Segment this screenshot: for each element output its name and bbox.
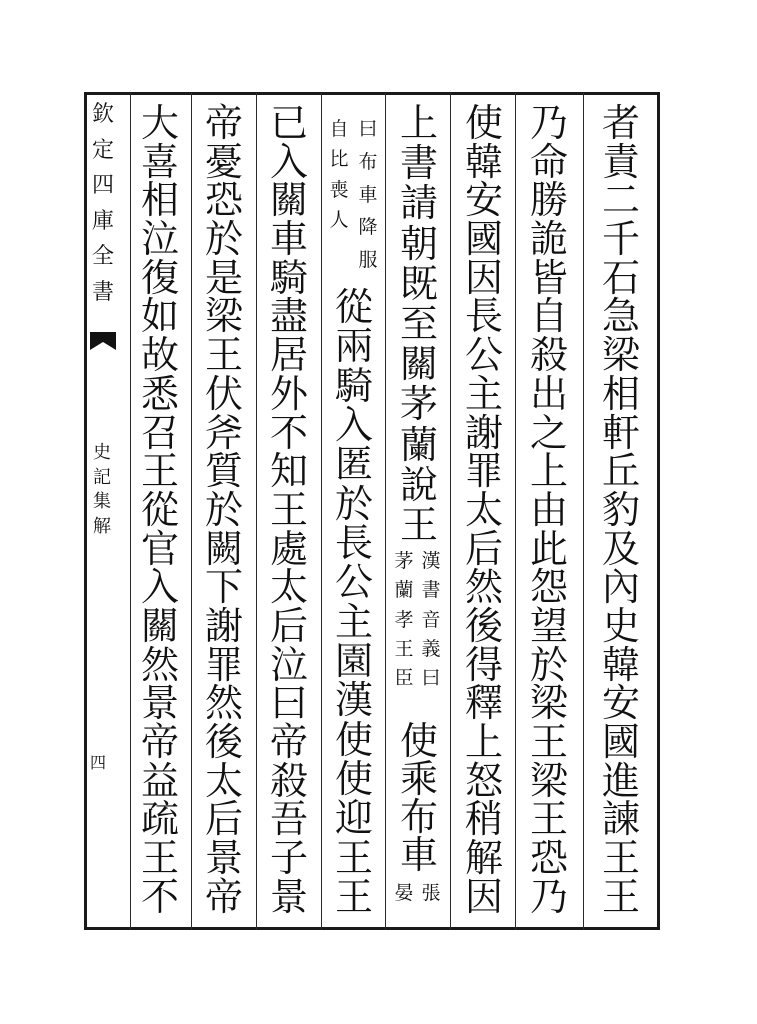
- character: 不: [269, 410, 308, 455]
- annotation-note: [326, 120, 352, 230]
- character: 王: [140, 836, 179, 881]
- character: 安: [601, 681, 640, 726]
- character: 進: [601, 758, 640, 803]
- character: 太: [269, 565, 308, 610]
- character: 子: [269, 836, 308, 881]
- character: 王: [529, 720, 568, 764]
- character: 石: [601, 255, 640, 300]
- character: 罪: [204, 642, 243, 687]
- character: 王: [399, 502, 438, 547]
- character: 長: [464, 294, 503, 339]
- character: 帝: [140, 720, 179, 764]
- character: 上: [464, 720, 503, 764]
- character: 晏: [394, 882, 414, 904]
- character: 恐: [204, 178, 243, 223]
- text-column: [392, 101, 446, 547]
- column-rule: [321, 92, 322, 930]
- character: 釋: [464, 681, 503, 726]
- character: 處: [269, 526, 308, 571]
- character: 臣: [394, 667, 414, 689]
- text-column: [392, 719, 446, 877]
- text-column: [457, 101, 511, 919]
- character: 喪: [329, 178, 349, 201]
- character: 人: [329, 208, 349, 231]
- character: 使: [464, 101, 503, 145]
- character: 太: [204, 758, 243, 803]
- character: 出: [529, 371, 568, 416]
- character: 解: [464, 836, 503, 881]
- character: 乃: [529, 874, 568, 919]
- character: 公: [464, 333, 503, 378]
- character: 復: [140, 255, 179, 300]
- character: 泣: [269, 642, 308, 687]
- character: 書: [399, 141, 438, 186]
- character: 已: [269, 101, 308, 145]
- character: 吾: [269, 797, 308, 842]
- character: 公: [334, 560, 373, 605]
- character: 梁: [601, 333, 640, 378]
- character: 服: [358, 249, 378, 271]
- column-rule: [450, 92, 451, 930]
- character: 全: [91, 244, 114, 270]
- character: 使: [334, 756, 373, 801]
- character: 然: [204, 681, 243, 726]
- character: 伏: [204, 371, 243, 416]
- character: 園: [334, 638, 373, 683]
- character: 太: [464, 487, 503, 532]
- character: 蘭: [394, 579, 414, 602]
- character: 相: [601, 371, 640, 416]
- character: 殺: [529, 333, 568, 378]
- character: 於: [204, 487, 243, 532]
- character: 解: [93, 515, 111, 537]
- character: 帝: [204, 101, 243, 145]
- character: 因: [464, 255, 503, 300]
- character: 是: [204, 255, 243, 300]
- character: 悉: [140, 371, 179, 416]
- character: 故: [140, 333, 179, 378]
- character: 然: [464, 565, 503, 610]
- annotation-note: [418, 884, 444, 908]
- character: 千: [601, 217, 640, 262]
- character: 史: [93, 442, 111, 463]
- character: 下: [204, 565, 243, 610]
- character: 曰: [269, 681, 308, 726]
- text-column: [197, 101, 251, 919]
- character: 急: [601, 294, 640, 339]
- character: 主: [334, 599, 373, 644]
- column-rule: [583, 92, 584, 930]
- character: 說: [399, 462, 438, 507]
- character: 乃: [529, 101, 568, 145]
- character: 得: [464, 642, 503, 687]
- character: 相: [140, 178, 179, 223]
- character: 主: [464, 371, 503, 416]
- column-rule: [256, 92, 257, 930]
- character: 集: [93, 491, 111, 513]
- character: 外: [269, 371, 308, 416]
- character: 梁: [529, 681, 568, 726]
- character: 蘭: [399, 422, 438, 467]
- character: 於: [204, 217, 243, 262]
- character: 關: [140, 603, 179, 648]
- text-column: [327, 285, 381, 919]
- character: 益: [140, 758, 179, 803]
- character: 后: [204, 797, 243, 842]
- character: 騎: [269, 255, 308, 300]
- character: 乘: [399, 757, 438, 801]
- character: 車: [399, 833, 438, 877]
- character: 王: [529, 797, 568, 842]
- character: 二: [601, 178, 640, 223]
- character: 如: [140, 294, 179, 339]
- character: 車: [269, 217, 308, 262]
- character: 使: [399, 719, 438, 763]
- character: 稍: [464, 797, 503, 842]
- character: 闕: [204, 526, 243, 571]
- page-number: 四: [90, 753, 107, 772]
- character: 怨: [529, 565, 568, 610]
- character: 詭: [529, 217, 568, 262]
- character: 史: [601, 603, 640, 648]
- character: 四: [91, 173, 114, 199]
- character: 定: [91, 137, 114, 163]
- character: 王: [601, 836, 640, 881]
- character: 王: [601, 874, 640, 919]
- character: 欽: [91, 102, 114, 127]
- character: 勝: [529, 178, 568, 223]
- character: 入: [140, 565, 179, 610]
- character: 入: [269, 139, 308, 184]
- character: 由: [529, 487, 568, 532]
- character: 景: [269, 874, 308, 919]
- character: 喜: [140, 139, 179, 184]
- character: 王: [394, 637, 414, 660]
- character: 匿: [334, 442, 373, 487]
- character: 茅: [399, 382, 438, 427]
- character: 望: [529, 603, 568, 648]
- character: 使: [334, 717, 373, 762]
- character: 泣: [140, 217, 179, 262]
- character: 上: [529, 449, 568, 494]
- character: 豹: [601, 487, 640, 532]
- character: 王: [334, 835, 373, 880]
- column-rule: [130, 92, 131, 930]
- character: 曰: [421, 667, 441, 689]
- character: 疏: [140, 797, 179, 842]
- character: 曰: [358, 118, 378, 140]
- character: 長: [334, 520, 373, 565]
- character: 布: [358, 150, 378, 173]
- character: 者: [601, 101, 640, 145]
- character: 官: [140, 526, 179, 571]
- character: 景: [204, 836, 243, 881]
- character: 軒: [601, 410, 640, 455]
- character: 騎: [334, 363, 373, 408]
- character: 之: [529, 410, 568, 455]
- character: 音: [421, 608, 441, 631]
- character: 韓: [601, 642, 640, 687]
- character: 於: [529, 642, 568, 687]
- character: 從: [140, 487, 179, 532]
- character: 因: [464, 874, 503, 919]
- character: 入: [334, 402, 373, 447]
- character: 后: [464, 526, 503, 571]
- character: 王: [334, 874, 373, 919]
- annotation-note: [391, 884, 417, 908]
- character: 國: [464, 217, 503, 262]
- column-rule: [385, 92, 386, 930]
- character: 梁: [529, 758, 568, 803]
- text-column: [133, 101, 187, 919]
- character: 召: [140, 410, 179, 455]
- character: 怒: [464, 758, 503, 803]
- column-rule: [515, 92, 516, 930]
- character: 茅: [394, 550, 414, 572]
- character: 帝: [204, 874, 243, 919]
- text-column: [262, 101, 316, 919]
- character: 及: [601, 526, 640, 571]
- character: 丘: [601, 449, 640, 494]
- character: 漢: [421, 550, 441, 572]
- character: 國: [601, 720, 640, 764]
- character: 上: [399, 101, 438, 145]
- annotation-note: [391, 552, 417, 688]
- character: 義: [421, 637, 441, 660]
- character: 帝: [269, 720, 308, 764]
- character: 罪: [464, 449, 503, 494]
- annotation-note: [418, 552, 444, 688]
- character: 王: [204, 333, 243, 378]
- character: 張: [421, 882, 441, 904]
- character: 朝: [399, 221, 438, 266]
- character: 殺: [269, 758, 308, 803]
- character: 兩: [334, 324, 373, 369]
- character: 書: [91, 279, 114, 305]
- character: 謝: [204, 603, 243, 648]
- character: 斧: [204, 410, 243, 455]
- column-rule: [191, 92, 192, 930]
- character: 比: [329, 148, 349, 171]
- character: 然: [140, 642, 179, 687]
- fish-tail-mark-icon: [89, 330, 117, 352]
- character: 漢: [334, 678, 373, 723]
- character: 諫: [601, 797, 640, 842]
- character: 既: [399, 261, 438, 306]
- text-column: [522, 101, 576, 919]
- character: 孝: [394, 608, 414, 631]
- character: 此: [529, 526, 568, 571]
- character: 皆: [529, 255, 568, 300]
- character: 大: [140, 101, 179, 145]
- character: 謝: [464, 410, 503, 455]
- character: 居: [269, 333, 308, 378]
- character: 王: [140, 449, 179, 494]
- character: 自: [329, 118, 349, 140]
- book-title: [90, 104, 116, 304]
- character: 知: [269, 449, 308, 494]
- text-column: [594, 101, 648, 919]
- character: 布: [399, 795, 438, 839]
- character: 後: [204, 720, 243, 764]
- character: 梁: [204, 294, 243, 339]
- character: 至: [399, 301, 438, 346]
- character: 韓: [464, 139, 503, 184]
- character: 關: [399, 342, 438, 387]
- character: 從: [334, 285, 373, 329]
- character: 庫: [91, 208, 114, 234]
- character: 不: [140, 874, 179, 919]
- character: 命: [529, 139, 568, 184]
- character: 自: [529, 294, 568, 339]
- annotation-note: [355, 120, 381, 270]
- character: 請: [399, 181, 438, 226]
- character: 憂: [204, 139, 243, 184]
- character: 車: [358, 183, 378, 206]
- character: 責: [601, 139, 640, 184]
- character: 迎: [334, 796, 373, 841]
- character: 後: [464, 603, 503, 648]
- section-title: [90, 444, 114, 536]
- character: 質: [204, 449, 243, 494]
- character: 王: [269, 487, 308, 532]
- character: 記: [93, 466, 111, 488]
- character: 盡: [269, 294, 308, 339]
- character: 安: [464, 178, 503, 223]
- character: 關: [269, 178, 308, 223]
- character: 書: [421, 579, 441, 602]
- character: 降: [358, 216, 378, 239]
- character: 恐: [529, 836, 568, 881]
- character: 內: [601, 565, 640, 610]
- character: 后: [269, 603, 308, 648]
- character: 於: [334, 481, 373, 526]
- character: 景: [140, 681, 179, 726]
